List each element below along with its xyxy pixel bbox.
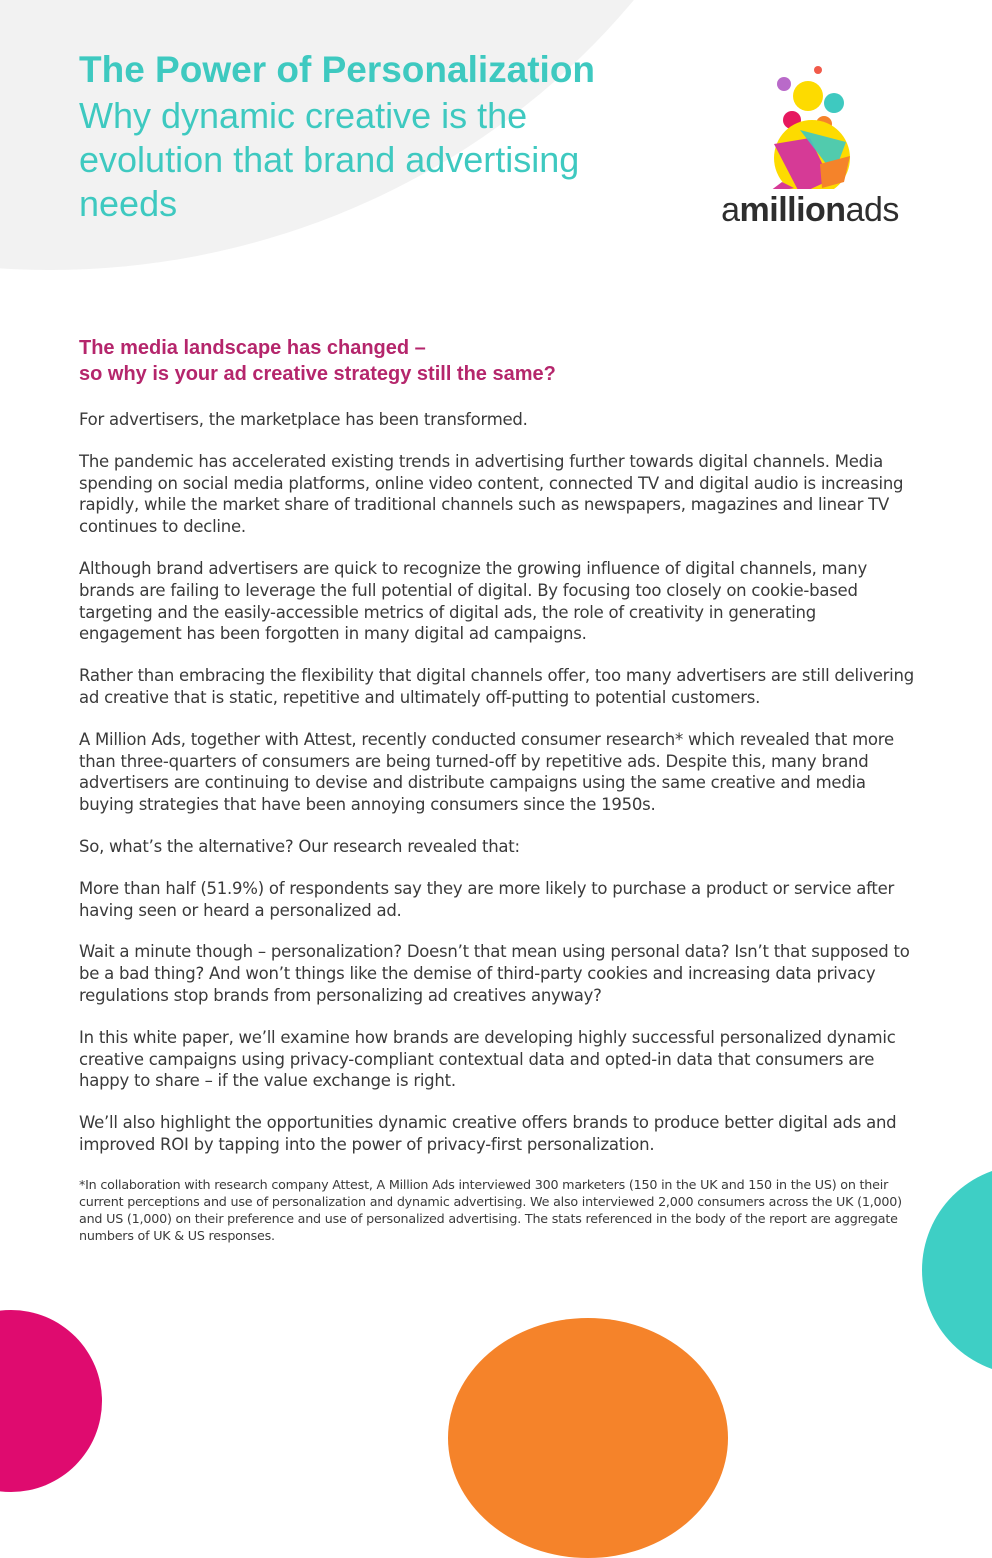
main-content [79,335,914,1244]
logo-wordmark-million: million [739,191,846,229]
footnote: *In collaboration with research company Attest, A Million Ads interviewed 300 marketers (150 in the UK and 150 in the US) on their current perceptions and use of personalization and dynamic advertising. We also interviewed 2,000 consumers across the UK (1,000) and US (1,000) on their preference and use of personalized advertising. The stats referenced in the body of the report are aggregate numbers of UK & US responses. [79,1176,902,1243]
logo-wordmark-a: a [721,191,740,229]
paragraph: Rather than embracing the flexibility that digital channels offer, too many advertisers are still delivering ad creative that is static, repetitive and ultimately off-putting to potential customers. [79,666,914,707]
page-title: The Power of Personalization [79,49,596,90]
title-block [79,48,679,226]
paragraph: The pandemic has accelerated existing trends in advertising further towards digital channels. Media spending on social media platforms, online video content, connected TV and digital audio is increasing rapidly, while the market share of traditional channels such as newspapers, magazines and linear TV continues to decline. [79,451,904,537]
body-text [79,409,914,1156]
decorative-magenta-circle [0,1310,102,1492]
amillionads-logo [694,58,926,238]
logo-wordmark-ads: ads [845,191,899,229]
decorative-teal-circle [922,1165,992,1375]
research-stat-paragraph: More than half (51.9%) of respondents say they are more likely to purchase a product or service after having seen or heard a personalized ad. [79,878,895,920]
paragraph: A Million Ads, together with Attest, recently conducted consumer research* which revealed that more than three-quarters of consumers are being turned-off by repetitive ads. Despite this, many brand advertisers are continuing to devise and distribute campaigns using the same creative and media buying strategies that have been annoying consumers since the 1950s. [79,729,894,815]
section-heading [79,335,914,387]
decorative-orange-circle [448,1318,728,1558]
paragraph: In this white paper, we’ll examine how brands are developing highly successful personalized dynamic creative campaigns using privacy-compliant contextual data and opted-in data that consumers are happy to share – if the value exchange is right. [79,1027,896,1091]
paragraph: Wait a minute though – personalization? Doesn’t that mean using personal data? Isn’t that supposed to be a bad thing? And won’t things like the demise of third-party cookies and increasing data privacy regulations stop brands from personalizing ad creatives anyway? [79,942,910,1005]
paragraph: Although brand advertisers are quick to recognize the growing influence of digital channels, many brands are failing to leverage the full potential of digital. By focusing too closely on cookie-based targeting and the easily-accessible metrics of digital ads, the role of creativity in generating engagement has been forgotten in many digital ad campaigns. [79,558,867,644]
page-subtitle: Why dynamic creative is the evolution that brand advertising needs [79,95,580,224]
logo-wordmark [694,190,926,230]
section-heading-line-2: so why is your ad creative strategy still the same? [79,363,556,385]
paragraph: We’ll also highlight the opportunities dynamic creative offers brands to produce better digital ads and improved ROI by tapping into the power of privacy-first personalization. [79,1113,897,1154]
paragraph: So, what’s the alternative? Our research revealed that: [79,836,520,856]
paragraph: For advertisers, the marketplace has been transformed. [79,410,528,429]
section-heading-line-1: The media landscape has changed – [79,337,426,359]
logo-bubbles-icon [760,64,860,189]
